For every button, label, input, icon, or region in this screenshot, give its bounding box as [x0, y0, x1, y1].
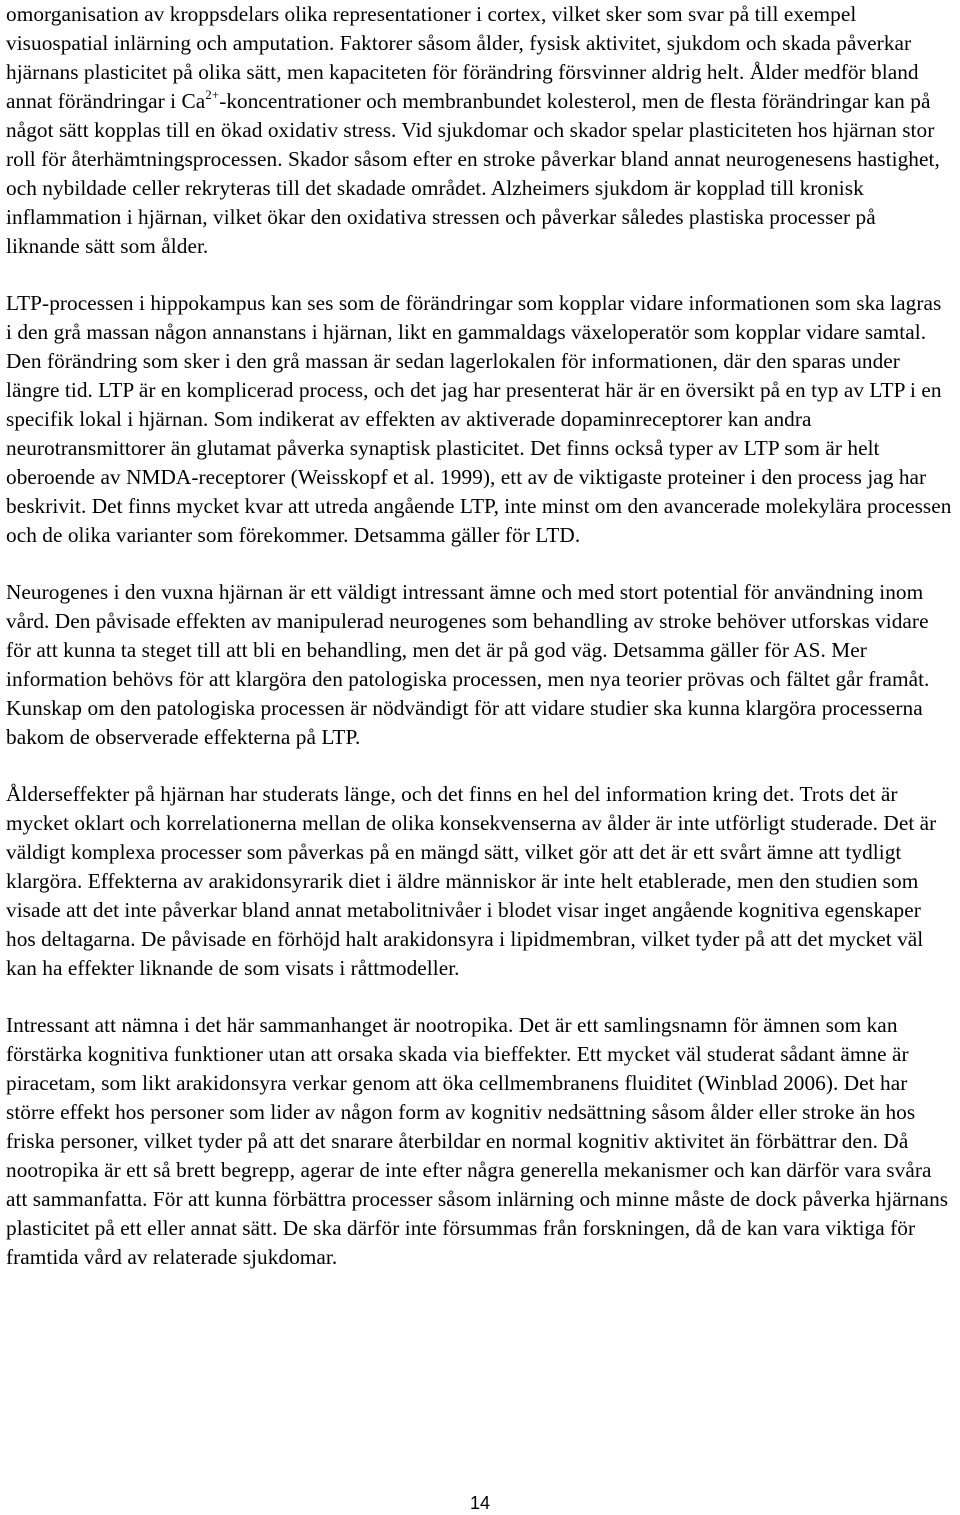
- paragraph-text-before-superscript: omorganisation av kroppsdelars olika representationer i cortex, vilket sker som svar på till exempel visuospatial inlärning och amputation. Faktorer såsom ålder, fysisk aktivitet, sjukdom och skada påverkar hjärnans plasticitet på olika sätt, men kapaciteten för förändring försvinner aldrig helt. Ålder medför bland annat förändringar i Ca: [6, 2, 919, 113]
- paragraph-age-effects: Ålderseffekter på hjärnan har studerats länge, och det finns en hel del information kring det. Trots det är mycket oklart och korrelationerna mellan de olika konsekvenserna av ålder är inte utförligt studerade. Det är väldigt komplexa processer som påverkas på en mängd sätt, vilket gör att det är ett svårt ämne att tydligt klargöra. Effekterna av arakidonsyrarik diet i äldre människor är inte helt etablerade, men den studien som visade att det inte påverkar bland annat metabolitnivåer i blodet visar inget angående kognitiva egenskaper hos deltagarna. De påvisade en förhöjd halt arakidonsyra i lipidmembran, vilket tyder på att det mycket väl kan ha effekter liknande de som visats i råttmodeller.: [6, 782, 937, 980]
- document-page: [6, 0, 952, 1300]
- paragraph-ltp-process: LTP-processen i hippokampus kan ses som de förändringar som kopplar vidare informationen som ska lagras i den grå massan någon annanstans i hjärnan, likt en gammaldags växeloperatör som kopplar vidare samtal. Den förändring som sker i den grå massan är sedan lagerlokalen för informationen, där den sparas under längre tid. LTP är en komplicerad process, och det jag har presenterat här är en översikt på en typ av LTP i en specifik lokal i hjärnan. Som indikerat av effekten av aktiverade dopaminreceptorer kan andra neurotransmittorer än glutamat påverka synaptisk plasticitet. Det finns också typer av LTP som är helt oberoende av NMDA-receptorer (Weisskopf et al. 1999), ett av de viktigaste proteiner i den process jag har beskrivit. Det finns mycket kvar att utreda angående LTP, inte minst om den avancerade molekylära processen och de olika varianter som förekommer. Detsamma gäller för LTD.: [6, 291, 952, 547]
- paragraph-text-after-superscript: -koncentrationer och membranbundet kolesterol, men de flesta förändringar kan på något sätt kopplas till en ökad oxidativ stress. Vid sjukdomar och skador spelar plasticiteten hos hjärnan stor roll för återhämtningsprocessen. Skador såsom efter en stroke påverkar bland annat neurogenesens hastighet, och nybildade celler rekryteras till det skadade området. Alzheimers sjukdom är kopplad till kronisk inflammation i hjärnan, vilket ökar den oxidativa stressen och påverkar således plastiska processer på liknande sätt som ålder.: [6, 89, 940, 258]
- calcium-charge-superscript: 2+: [205, 87, 220, 102]
- paragraph-neurogenesis: Neurogenes i den vuxna hjärnan är ett väldigt intressant ämne och med stort potential för användning inom vård. Den påvisade effekten av manipulerad neurogenes som behandling av stroke behöver utforskas vidare för att kunna ta steget till att bli en behandling, men det är på god väg. Detsamma gäller för AS. Mer information behövs för att klargöra den patologiska processen, men nya teorier prövas och fältet går framåt. Kunskap om den patologiska processen är nödvändigt för att vidare studier ska kunna klargöra processerna bakom de observerade effekterna på LTP.: [6, 580, 930, 749]
- paragraph-nootropics: Intressant att nämna i det här sammanhanget är nootropika. Det är ett samlingsnamn för ämnen som kan förstärka kognitiva funktioner utan att orsaka skada via bieffekter. Ett mycket väl studerat sådant ämne är piracetam, som likt arakidonsyra verkar genom att öka cellmembranens fluiditet (Winblad 2006). Det har större effekt hos personer som lider av någon form av kognitiv nedsättning såsom ålder eller stroke än hos friska personer, vilket tyder på att det snarare återbildar en normal kognitiv aktivitet än förbättrar den. Då nootropika är ett så brett begrepp, agerar de inte efter några generella mekanismer och kan därför vara svåra att sammanfatta. För att kunna förbättra processer såsom inlärning och minne måste de dock påverka hjärnans plasticitet på ett eller annat sätt. De ska därför inte försummas från forskningen, då de kan vara viktiga för framtida vård av relaterade sjukdomar.: [6, 1013, 949, 1269]
- paragraph-plasticity-factors: [6, 0, 952, 261]
- page-number: 14: [469, 1493, 491, 1513]
